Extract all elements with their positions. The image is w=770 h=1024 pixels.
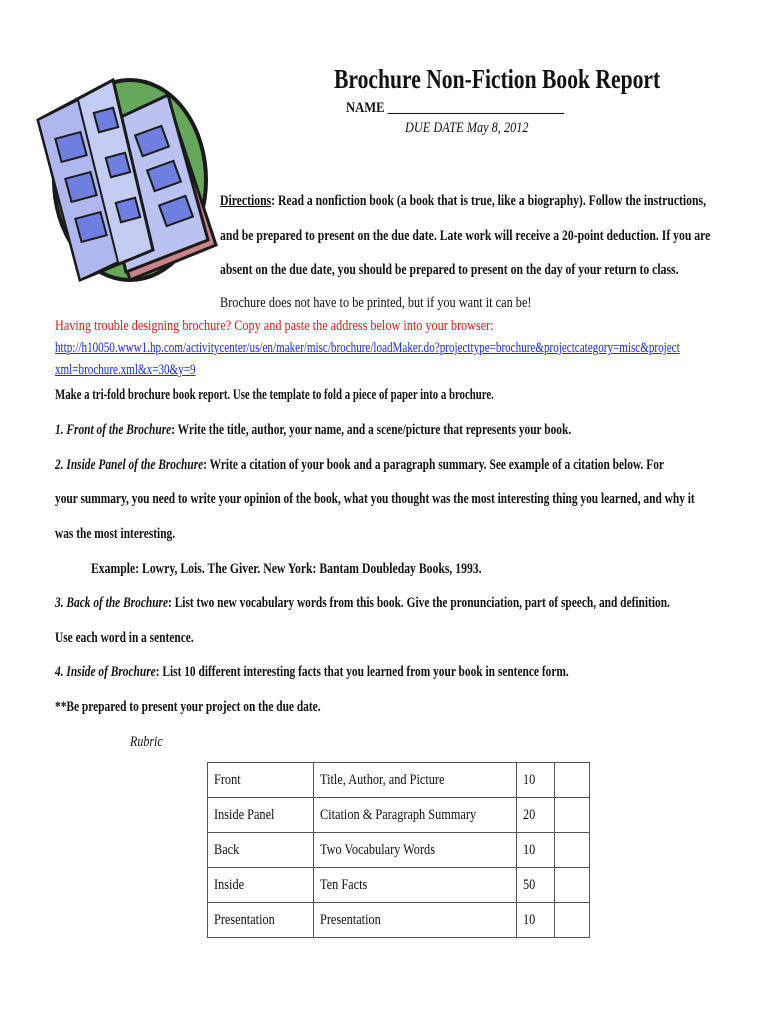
rubric-score-cell: [555, 833, 590, 868]
rubric-criteria: Ten Facts: [320, 876, 368, 893]
brochure-maker-link[interactable]: http://h10050.www1.hp.com/activitycenter/us/en/maker/misc/brochure/loadMaker.do?projecttype=brochure&projectcategory=misc&project: [55, 340, 680, 356]
directions-label: Directions: [220, 193, 272, 209]
rubric-criteria: Presentation: [320, 911, 381, 928]
brochure-clipart-icon: [18, 40, 218, 290]
rubric-table: [207, 762, 590, 938]
design-help-text: Having trouble designing brochure? Copy and paste the address below into your browser:: [55, 318, 494, 334]
rubric-points: 10: [523, 771, 536, 788]
table-row: [208, 798, 590, 833]
rubric-section-cell: [208, 833, 314, 868]
rubric-section: Inside: [214, 876, 245, 893]
name-field-line: NAME ____________________________: [346, 100, 565, 116]
rubric-section-cell: [208, 798, 314, 833]
brochure-maker-link-continued[interactable]: xml=brochure.xml&x=30&y=9: [55, 362, 196, 378]
instruction-inside: [55, 664, 569, 681]
instruction-inside-label: 4. Inside of Brochure: [55, 664, 156, 680]
instruction-front: [55, 422, 571, 439]
rubric-points: 50: [523, 876, 536, 893]
rubric-criteria-cell: [314, 798, 517, 833]
instruction-back-line-2: Use each word in a sentence.: [55, 630, 194, 646]
rubric-score-cell: [555, 903, 590, 938]
directions-line-1: [220, 193, 706, 210]
rubric-points-cell: [517, 798, 555, 833]
rubric-criteria: Citation & Paragraph Summary: [320, 806, 477, 823]
rubric-criteria-cell: [314, 868, 517, 903]
printing-note: Brochure does not have to be printed, but if you want it can be!: [220, 295, 532, 311]
rubric-score-cell: [555, 763, 590, 798]
rubric-points-cell: [517, 833, 555, 868]
instruction-back-label: 3. Back of the Brochure: [55, 595, 169, 611]
rubric-points: 20: [523, 806, 536, 823]
rubric-criteria-cell: [314, 763, 517, 798]
directions-line-3: absent on the due date, you should be prepared to present on the day of your return to class.: [220, 262, 679, 278]
due-date: DUE DATE May 8, 2012: [405, 120, 529, 136]
instruction-back: [55, 595, 670, 612]
presentation-reminder: **Be prepared to present your project on the due date.: [55, 699, 321, 715]
instruction-back-text: : List two new vocabulary words from this book. Give the pronunciation, part of speech, and definition.: [168, 595, 670, 611]
instruction-inside-panel: [55, 457, 664, 474]
table-row: [208, 833, 590, 868]
instruction-front-text: : Write the title, author, your name, and a scene/picture that represents your book.: [171, 422, 572, 438]
directions-text: : Read a nonfiction book (a book that is true, like a biography). Follow the instructions,: [271, 193, 707, 209]
instruction-front-label: 1. Front of the Brochure: [55, 422, 172, 438]
instruction-inside-panel-line-2: your summary, you need to write your opinion of the book, what you thought was the most interesting thing you learned, and why it: [55, 491, 695, 507]
instruction-inside-panel-text: : Write a citation of your book and a paragraph summary. See example of a citation below. For: [203, 457, 664, 473]
rubric-section: Front: [214, 771, 241, 788]
rubric-criteria: Title, Author, and Picture: [320, 771, 445, 788]
rubric-points-cell: [517, 903, 555, 938]
rubric-score-cell: [555, 798, 590, 833]
instruction-inside-text: : List 10 different interesting facts that you learned from your book in sentence form.: [155, 664, 569, 680]
rubric-section: Inside Panel: [214, 806, 275, 823]
rubric-criteria-cell: [314, 903, 517, 938]
page-title: Brochure Non-Fiction Book Report: [334, 64, 661, 94]
rubric-points: 10: [523, 911, 536, 928]
rubric-points: 10: [523, 841, 536, 858]
rubric-section-cell: [208, 763, 314, 798]
table-row: [208, 868, 590, 903]
table-row: [208, 763, 590, 798]
rubric-section-cell: [208, 868, 314, 903]
rubric-section: Presentation: [214, 911, 275, 928]
rubric-score-cell: [555, 868, 590, 903]
rubric-criteria-cell: [314, 833, 517, 868]
table-row: [208, 903, 590, 938]
rubric-points-cell: [517, 868, 555, 903]
rubric-criteria: Two Vocabulary Words: [320, 841, 435, 858]
instruction-inside-panel-label: 2. Inside Panel of the Brochure: [55, 457, 204, 473]
rubric-points-cell: [517, 763, 555, 798]
tri-fold-instruction: Make a tri-fold brochure book report. Use the template to fold a piece of paper into a brochure.: [55, 387, 494, 403]
citation-example: Example: Lowry, Lois. The Giver. New York: Bantam Doubleday Books, 1993.: [91, 561, 482, 577]
directions-line-2: and be prepared to present on the due date. Late work will receive a 20-point deduction. If you are: [220, 228, 711, 244]
rubric-section: Back: [214, 841, 240, 858]
rubric-heading: Rubric: [130, 734, 163, 750]
rubric-section-cell: [208, 903, 314, 938]
instruction-inside-panel-line-3: was the most interesting.: [55, 526, 176, 542]
